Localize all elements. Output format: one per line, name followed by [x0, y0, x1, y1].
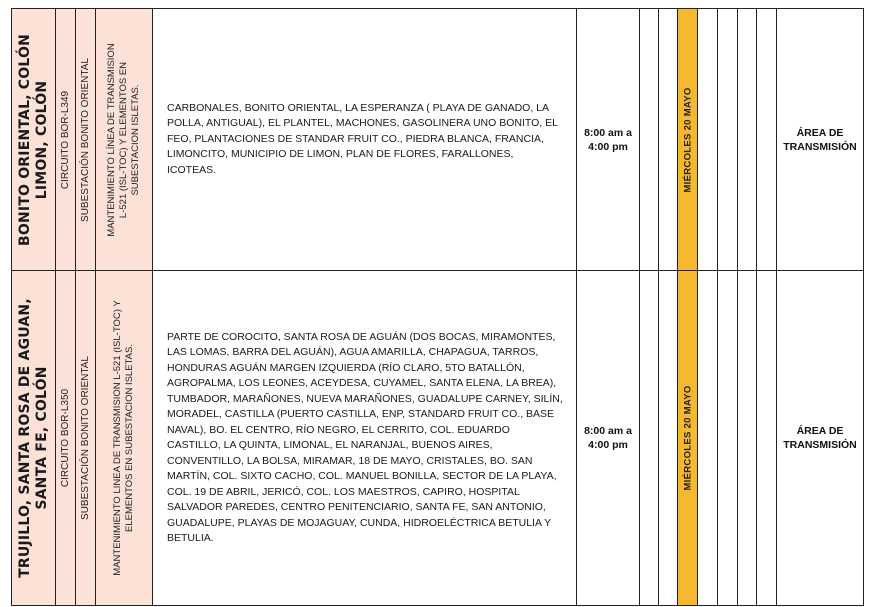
affected-areas-cell — [153, 271, 577, 606]
zone-label: TRUJILLO, SANTA ROSA DE AGUAN, SANTA FE, COLÓN — [16, 298, 50, 578]
day-cell-blank — [698, 271, 718, 606]
day-cell-blank — [659, 9, 678, 271]
day-cell-blank — [757, 271, 777, 606]
day-cell-blank — [738, 9, 757, 271]
time-start: 8:00 am a — [584, 425, 632, 437]
circuit-label: CIRCUITO BOR-L349 — [59, 90, 71, 189]
day-cell-blank — [698, 9, 718, 271]
affected-areas-cell — [153, 9, 577, 271]
time-start: 8:00 am a — [584, 126, 632, 139]
responsible-line-2: TRANSMISIÓN — [783, 140, 857, 153]
time-end: 4:00 pm — [588, 140, 628, 153]
affected-areas-text: CARBONALES, BONITO ORIENTAL, LA ESPERANZA ( PLAYA DE GANADO, LA POLLA, ANTIGUAL), EL PLANTEL, MACHONES, GASOLINERA UNO BONITO, EL FEO, PLANTACIONES DE STANDAR FRUIT CO., PIEDRA BLANCA, FRANCIA, LIMONCITO, MUNICIPIO DE LIMON, PLAN DE FLORES, FARALLONES, ICOTEAS. — [167, 101, 558, 176]
time-cell — [577, 271, 640, 606]
substation-cell — [76, 271, 96, 606]
outage-schedule-table — [11, 8, 864, 606]
maintenance-cell — [96, 9, 153, 271]
responsible-line-2: TRANSMISIÓN — [783, 439, 857, 451]
substation-label: SUBESTACIÓN BONITO ORIENTAL — [79, 356, 91, 520]
maintenance-label: MANTENIMIENTO LÍNEA DE TRANSMISION L-521 (ISL-TOC) Y ELEMENTOS EN SUBESTACION ISLETAS. — [106, 42, 141, 237]
responsible-label — [777, 126, 863, 154]
day-cell-active — [678, 271, 698, 606]
circuit-cell — [56, 9, 76, 271]
table-row — [12, 9, 864, 271]
time-range — [577, 424, 639, 452]
substation-cell — [76, 9, 96, 271]
day-cell-blank — [757, 9, 777, 271]
day-label: MIÉRCOLES 20 MAYO — [682, 86, 693, 193]
circuit-cell — [56, 271, 76, 606]
maintenance-cell — [96, 271, 153, 606]
responsible-line-1: ÁREA DE — [796, 425, 844, 437]
zone-label: BONITO ORIENTAL, COLÓN LIMON, COLÓN — [16, 33, 50, 246]
time-cell — [577, 9, 640, 271]
table-row — [12, 271, 864, 606]
day-label: MIÉRCOLES 20 MAYO — [682, 385, 693, 491]
day-cell-blank — [718, 9, 738, 271]
day-cell-blank — [640, 271, 659, 606]
responsible-cell — [777, 9, 864, 271]
zone-cell — [12, 271, 56, 606]
responsible-line-1: ÁREA DE — [796, 126, 844, 139]
responsible-cell — [777, 271, 864, 606]
day-cell-blank — [738, 271, 757, 606]
day-cell-active — [678, 9, 698, 271]
time-range — [577, 126, 639, 154]
maintenance-label: MANTENIMIENTO LINEA DE TRANSMISION L-521 (ISL-TOC) Y ELEMENTOS EN SUBESTACION ISLETAS. — [112, 300, 135, 576]
day-cell-blank — [718, 271, 738, 606]
substation-label: SUBESTACIÓN BONITO ORIENTAL — [79, 57, 91, 222]
responsible-label — [777, 424, 863, 452]
time-end: 4:00 pm — [588, 439, 628, 451]
circuit-label: CIRCUITO BOR-L350 — [59, 388, 71, 488]
zone-cell — [12, 9, 56, 271]
day-cell-blank — [659, 271, 678, 606]
day-cell-blank — [640, 9, 659, 271]
affected-areas-text: PARTE DE COROCITO, SANTA ROSA DE AGUÁN (DOS BOCAS, MIRAMONTES, LAS LOMAS, BARRA DEL AGUÁN), AGUA AMARILLA, CHAPAGUA, TARROS, HONDURAS AGUÁN MARGEN IZQUIERDA (RÍO CLARO, 5TO BATALLÓN, AGROPALMA, LOS LEONES, ACEYDESA, CUYAMEL, SANTA ELENA, LA BREA), TUMBADOR, MARAÑONES, NUEVA MARAÑONES, GUADALUPE CARNEY, SILÍN, MORADEL, CASTILLA (PUERTO CASTILLA, ENP, STANDARD FRUIT CO., BASE NAVAL), BO. EL CENTRO, RÍO NEGRO, EL CERRITO, COL. EDUARDO CASTILLO, LA QUINTA, LIMONAL, EL NARANJAL, BUENOS AIRES, CONVENTILLO, LA BOLSA, MIRAMAR, 18 DE MAYO, CRISTALES, BO. SAN MARTÍN, COL. SIXTO CACHO, COL. MANUEL BONILLA, SECTOR DE LA PLAYA, COL. 19 DE ABRIL, JERICÓ, COL. LOS MAESTROS, CAPIRO, HOSPITAL SALVADOR PAREDES, CENTRO PENITENCIARIO, SANTA FE, SAN ANTONIO, GUADALUPE, PLAYAS DE MOJAGUAY, CUNDA, HIDROELÉCTRICA BETULIA Y BETULIA. — [167, 330, 563, 544]
